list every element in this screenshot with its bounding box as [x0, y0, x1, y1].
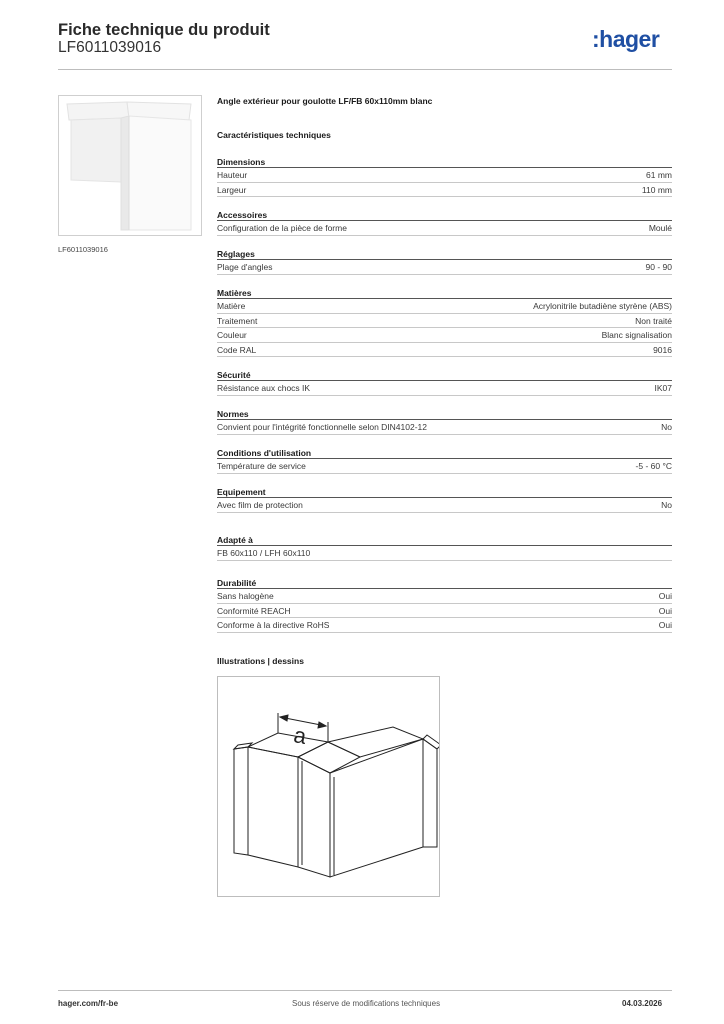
- spec-value: IK07: [654, 383, 672, 393]
- spec-row: [217, 221, 672, 236]
- spec-value: Acrylonitrile butadiène styrène (ABS): [533, 301, 672, 311]
- spec-value: 90 - 90: [645, 262, 672, 272]
- technical-drawing-graphic: [218, 677, 439, 896]
- spec-value: -5 - 60 °C: [635, 461, 672, 471]
- spec-label: Hauteur: [217, 170, 248, 180]
- spec-row: [217, 498, 672, 513]
- spec-row: [217, 381, 672, 396]
- spec-group-accessories: [217, 209, 672, 236]
- spec-row: [217, 459, 672, 474]
- spec-value: 61 mm: [646, 170, 672, 180]
- spec-row: [217, 183, 672, 198]
- spec-value: Moulé: [648, 223, 672, 233]
- spec-label: Plage d'angles: [217, 262, 273, 272]
- group-title: Sécurité: [217, 369, 672, 381]
- spec-group-equipment: [217, 486, 672, 513]
- spec-label: Température de service: [217, 461, 306, 471]
- product-reference: LF6011039016: [58, 39, 162, 56]
- spec-value: No: [661, 500, 672, 510]
- spec-label: Largeur: [217, 184, 247, 195]
- spec-group-compatible-with: [217, 534, 672, 561]
- technical-specs-heading: Caractéristiques techniques: [217, 130, 331, 140]
- spec-row: [217, 260, 672, 275]
- illustrations-heading: Illustrations | dessins: [217, 656, 304, 666]
- spec-value: Blanc signalisation: [601, 330, 672, 340]
- spec-row: [217, 299, 672, 314]
- spec-value: 110 mm: [641, 184, 672, 195]
- spec-label: Configuration de la pièce de forme: [217, 223, 347, 233]
- spec-value: No: [661, 422, 672, 432]
- spec-label: Conforme à la directive RoHS: [217, 620, 330, 630]
- group-title: Equipement: [217, 486, 672, 498]
- group-title: Adapté à: [217, 534, 672, 546]
- spec-row: [217, 168, 672, 183]
- product-photo-caption: LF6011039016: [58, 245, 108, 254]
- page-title: Fiche technique du produit: [58, 21, 270, 39]
- spec-value: Non traité: [635, 315, 672, 326]
- technical-drawing: [217, 676, 440, 897]
- spec-row: [217, 589, 672, 604]
- spec-label: Avec film de protection: [217, 500, 303, 510]
- spec-row: [217, 604, 672, 619]
- spec-value: Oui: [658, 591, 672, 601]
- spec-label: Traitement: [217, 315, 258, 326]
- header-divider: [58, 69, 672, 70]
- spec-group-operating-conditions: [217, 447, 672, 474]
- spec-group-dimensions: [217, 156, 672, 197]
- spec-label: Couleur: [217, 330, 247, 340]
- spec-group-safety: [217, 369, 672, 396]
- spec-group-sustainability: [217, 577, 672, 633]
- spec-row: [217, 314, 672, 329]
- group-title: Durabilité: [217, 577, 672, 589]
- spec-label: Convient pour l'intégrité fonctionnelle selon DIN4102-12: [217, 422, 428, 432]
- spec-label: Résistance aux chocs IK: [217, 383, 311, 393]
- spec-row: [217, 328, 672, 343]
- spec-row: [217, 343, 672, 358]
- group-title: Normes: [217, 408, 672, 420]
- spec-group-standards: [217, 408, 672, 435]
- group-title: Dimensions: [217, 156, 672, 168]
- product-photo-graphic: [59, 96, 201, 235]
- spec-label: Code RAL: [217, 344, 257, 355]
- spec-value: Oui: [658, 620, 672, 630]
- footer-website-link[interactable]: hager.com/fr-be: [58, 999, 119, 1008]
- group-title: Accessoires: [217, 209, 672, 221]
- spec-row: [217, 546, 672, 561]
- footer-notice: Sous réserve de modifications techniques: [292, 999, 441, 1008]
- product-photo: [58, 95, 202, 236]
- dimension-label: a: [291, 722, 309, 749]
- footer-date: 04.03.2026: [622, 999, 663, 1008]
- spec-label: Conformité REACH: [217, 605, 291, 616]
- footer-divider: [58, 990, 672, 991]
- group-title: Réglages: [217, 248, 672, 260]
- group-title: Matières: [217, 287, 672, 299]
- spec-label: Sans halogène: [217, 591, 274, 601]
- spec-group-materials: [217, 287, 672, 357]
- product-title: Angle extérieur pour goulotte LF/FB 60x110mm blanc: [217, 96, 433, 106]
- spec-value: Oui: [658, 605, 672, 616]
- hager-logo: :hager: [592, 26, 660, 52]
- spec-label: FB 60x110 / LFH 60x110: [217, 548, 311, 558]
- spec-label: Matière: [217, 301, 246, 311]
- group-title: Conditions d'utilisation: [217, 447, 672, 459]
- spec-value: 9016: [653, 344, 672, 355]
- spec-group-settings: [217, 248, 672, 275]
- spec-row: [217, 618, 672, 633]
- spec-row: [217, 420, 672, 435]
